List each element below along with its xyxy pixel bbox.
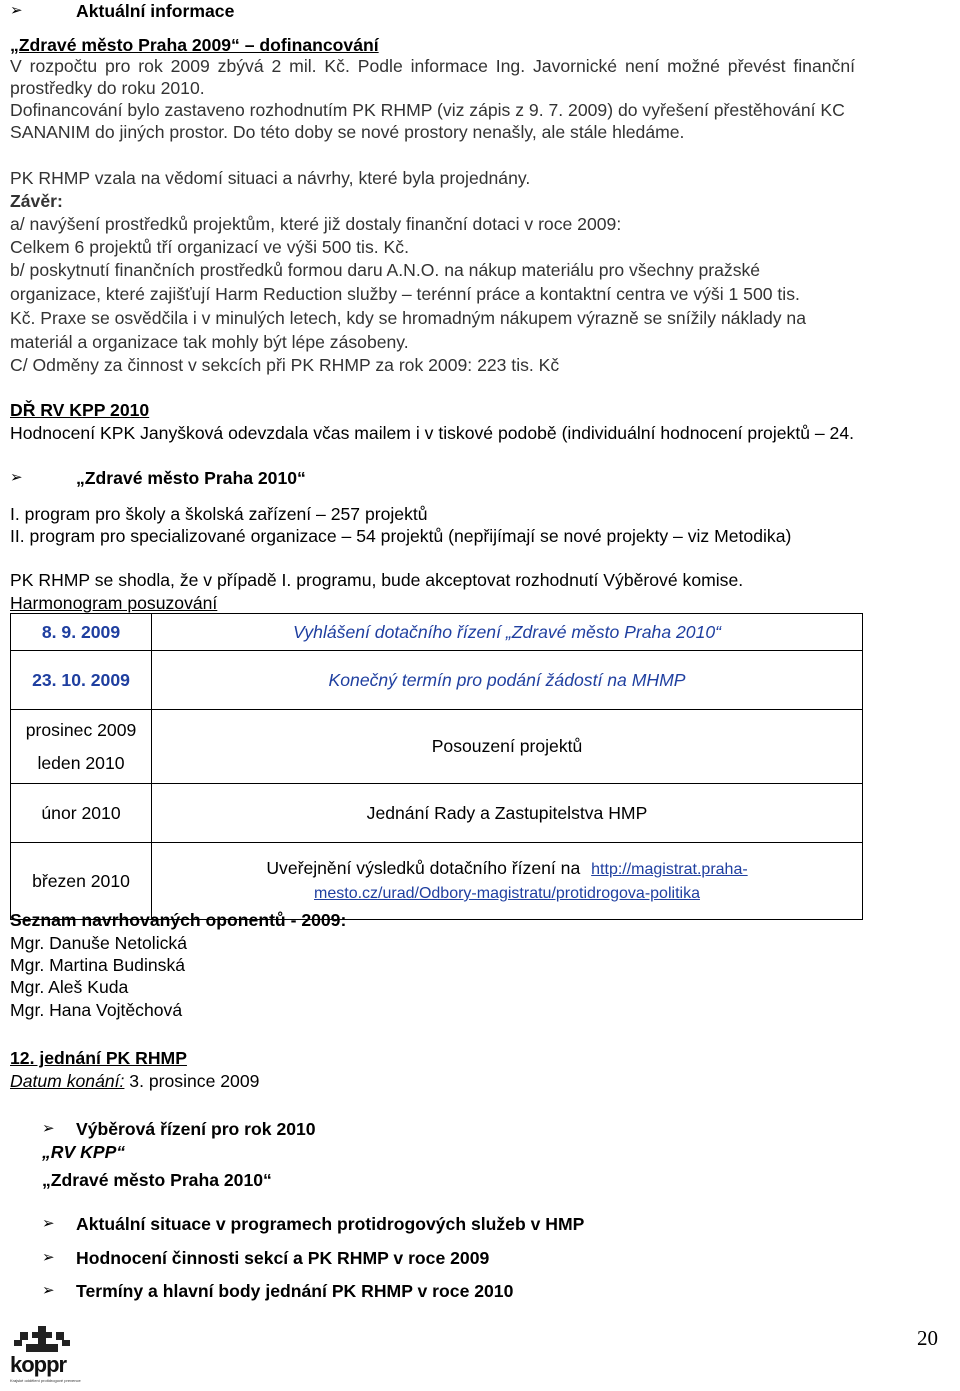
paragraph-vzala: PK RHMP vzala na vědomí situaci a návrhy, které byla projednány. <box>10 168 531 188</box>
table-row <box>11 784 863 843</box>
paragraph-line: prostředky do roku 2010. <box>10 78 205 98</box>
zaver-line: materiál a organizace tak mohly být lépe zásobeny. <box>10 332 409 352</box>
datum-label: Datum konání: <box>10 1071 125 1091</box>
bullet-arrow-icon: ➢ <box>42 1282 55 1299</box>
table-cell-date <box>11 710 152 784</box>
jednani-title: 12. jednání PK RHMP <box>10 1048 187 1068</box>
program-item: Termíny a hlavní body jednání PK RHMP v roce 2010 <box>76 1281 514 1301</box>
table-cell-event: Jednání Rady a Zastupitelstva HMP <box>152 784 863 843</box>
oponent-name: Mgr. Hana Vojtěchová <box>10 1000 183 1020</box>
program-rvkpp: „RV KPP“ <box>42 1142 126 1162</box>
program-vyberova: Výběrová řízení pro rok 2010 <box>76 1119 316 1139</box>
oponent-name: Mgr. Danuše Netolická <box>10 933 187 953</box>
zaver-line: C/ Odměny za činnost v sekcích při PK RHMP za rok 2009: 223 tis. Kč <box>10 355 560 375</box>
date-line: prosinec 2009 <box>25 719 137 740</box>
harmonogram-table <box>10 613 863 920</box>
zaver-line: b/ poskytnutí finančních prostředků formou daru A.N.O. na nákup materiálu pro všechny pražské <box>10 260 761 280</box>
page-number: 20 <box>917 1326 938 1350</box>
table-row <box>11 614 863 651</box>
oponenti-title: Seznam navrhovaných oponentů - 2009: <box>10 910 347 930</box>
section-title-zm2010: „Zdravé město Praha 2010“ <box>76 468 306 488</box>
event-text: Uveřejnění výsledků dotačního řízení na <box>266 858 581 878</box>
table-cell-date: březen 2010 <box>11 843 152 920</box>
zaver-line: organizace, které zajišťují Harm Reduction služby – terénní práce a kontaktní centra ve výši 1 500 tis. <box>10 284 800 304</box>
harmonogram-title: Harmonogram posuzování <box>10 593 218 613</box>
logo-wordmark: koppr <box>10 1352 67 1377</box>
bullet-arrow-icon: ➢ <box>42 1215 55 1232</box>
table-cell-event: Vyhlášení dotačního řízení „Zdravé město Praha 2010“ <box>152 614 863 651</box>
paragraph-line: Dofinancování bylo zastaveno rozhodnutím PK RHMP (viz zápis z 9. 7. 2009) do vyřešení přestěhování KC <box>10 100 845 120</box>
oponent-name: Mgr. Martina Budinská <box>10 955 186 975</box>
magistrat-link-continued[interactable]: mesto.cz/urad/Odbory-magistratu/protidrogova-politika <box>314 885 700 902</box>
table-cell-date: 8. 9. 2009 <box>11 614 152 651</box>
koppr-logo <box>10 1322 102 1386</box>
table-cell-date: únor 2010 <box>11 784 152 843</box>
zaver-line: a/ navýšení prostředků projektům, které již dostaly finanční dotaci v roce 2009: <box>10 214 622 234</box>
bullet-arrow-icon: ➢ <box>10 469 23 486</box>
table-row <box>11 843 863 920</box>
table-row <box>11 651 863 710</box>
magistrat-link[interactable]: http://magistrat.praha- <box>591 861 748 878</box>
section-title-dr: DŘ RV KPP 2010 <box>10 400 150 420</box>
table-row <box>11 710 863 784</box>
bullet-arrow-icon: ➢ <box>42 1249 55 1266</box>
paragraph-line: V rozpočtu pro rok 2009 zbývá 2 mil. Kč. Podle informace Ing. Javornické není možné převést finanční <box>10 56 856 76</box>
datum-value: 3. prosince 2009 <box>124 1071 260 1091</box>
paragraph-line: SANANIM do jiných prostor. Do této doby se nové prostory nenašly, ale stále hledáme. <box>10 122 685 142</box>
program-item: Aktuální situace v programech protidrogových služeb v HMP <box>76 1214 585 1234</box>
program-line: I. program pro školy a školská zařízení – 257 projektů <box>10 504 428 524</box>
program-line: II. program pro specializované organizace – 54 projektů (nepřijímají se nové projekty – viz Metodika) <box>10 526 792 546</box>
zaver-label: Závěr: <box>10 191 63 211</box>
heading-aktualni-informace: Aktuální informace <box>76 1 235 21</box>
logo-subtext: Krajské oddělení protidrogové prevence <box>10 1378 81 1383</box>
bullet-arrow-icon: ➢ <box>10 2 23 19</box>
table-cell-date: 23. 10. 2009 <box>11 651 152 710</box>
bullet-arrow-icon: ➢ <box>42 1120 55 1137</box>
paragraph-dr: Hodnocení KPK Janyšková odevzdala včas mailem i v tiskové podobě (individuální hodnocení projektů – 24. <box>10 423 855 443</box>
date-line: leden 2010 <box>37 752 125 773</box>
table-cell-event: Konečný termín pro podání žádostí na MHMP <box>152 651 863 710</box>
oponent-name: Mgr. Aleš Kuda <box>10 977 129 997</box>
zaver-line: Kč. Praxe se osvědčila i v minulých letech, kdy se hromadným nákupem výrazně se snížily náklady na <box>10 308 806 328</box>
table-cell-event <box>152 843 863 920</box>
table-cell-event: Posouzení projektů <box>152 710 863 784</box>
zaver-line: Celkem 6 projektů tří organizací ve výši 500 tis. Kč. <box>10 237 409 257</box>
program-zm2010: „Zdravé město Praha 2010“ <box>42 1170 272 1190</box>
paragraph-shoda: PK RHMP se shodla, že v případě I. programu, bude akceptovat rozhodnutí Výběrové komise. <box>10 570 744 590</box>
datum-konani <box>10 1070 259 1092</box>
section-title-zm2009: „Zdravé město Praha 2009“ – dofinancování <box>10 35 379 55</box>
program-item: Hodnocení činnosti sekcí a PK RHMP v roce 2009 <box>76 1248 490 1268</box>
